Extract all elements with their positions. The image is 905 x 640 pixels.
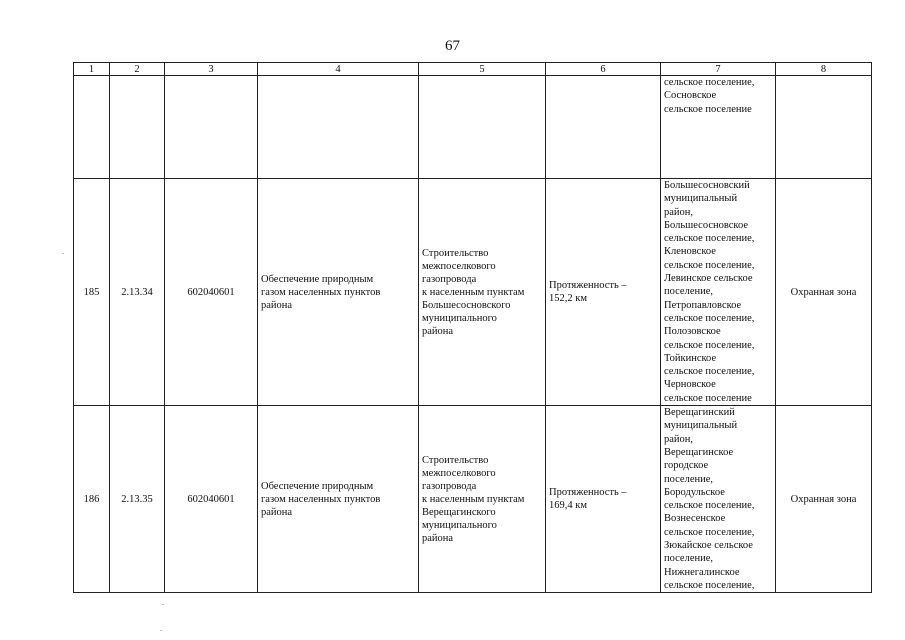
- header-cell-8: 8: [776, 63, 872, 76]
- table-row: [74, 406, 872, 593]
- cell-empty: [546, 76, 661, 179]
- cell-length: Протяженность – 169,4 км: [546, 406, 661, 593]
- cell-zone: Охранная зона: [776, 179, 872, 406]
- cell-object: Строительство межпоселкового газопровода к населенным пунктам Большесосновского муниципального района: [419, 179, 546, 406]
- cell-length: Протяженность – 152,2 км: [546, 179, 661, 406]
- cell-locations: Большесосновский муниципальный район, Большесосновское сельское поселение, Кленовское сельское поселение, Левинское сельское поселение, Петропавловское сельское поселение, Полозовское сельское поселение, Тойкинское сельское поселение, Черновское сельское поселение: [661, 179, 776, 406]
- cell-id: 602040601: [165, 179, 258, 406]
- cell-object: Строительство межпоселкового газопровода к населенным пунктам Верещагинского муниципального района: [419, 406, 546, 593]
- cell-empty: [74, 76, 110, 179]
- header-cell-1: 1: [74, 63, 110, 76]
- header-cell-4: 4: [258, 63, 419, 76]
- cell-id: 602040601: [165, 406, 258, 593]
- cell-number: 186: [74, 406, 110, 593]
- cell-empty: [165, 76, 258, 179]
- scan-speck: [162, 604, 164, 605]
- table-row: [74, 179, 872, 406]
- cell-code: 2.13.34: [110, 179, 165, 406]
- cell-code: 2.13.35: [110, 406, 165, 593]
- cell-number: 185: [74, 179, 110, 406]
- header-row: [74, 63, 872, 76]
- cell-locations: Верещагинский муниципальный район, Верещагинское городское поселение, Бородульское сельское поселение, Вознесенское сельское поселение, Зюкайское сельское поселение, Нижнегалинское сельское поселение,: [661, 406, 776, 593]
- scan-speck: [62, 253, 64, 254]
- cell-purpose: Обеспечение природным газом населенных пунктов района: [258, 406, 419, 593]
- cell-zone: Охранная зона: [776, 406, 872, 593]
- scan-speck: [160, 630, 162, 631]
- cell-locations-continued: сельское поселение, Сосновское сельское поселение: [661, 76, 776, 179]
- header-cell-5: 5: [419, 63, 546, 76]
- header-cell-7: 7: [661, 63, 776, 76]
- header-cell-6: 6: [546, 63, 661, 76]
- header-cell-3: 3: [165, 63, 258, 76]
- cell-empty: [776, 76, 872, 179]
- cell-empty: [419, 76, 546, 179]
- cell-empty: [258, 76, 419, 179]
- table-row-continuation: [74, 76, 872, 179]
- cell-empty: [110, 76, 165, 179]
- header-cell-2: 2: [110, 63, 165, 76]
- register-table: [73, 62, 872, 593]
- cell-purpose: Обеспечение природным газом населенных пунктов района: [258, 179, 419, 406]
- page-number: 67: [445, 38, 460, 54]
